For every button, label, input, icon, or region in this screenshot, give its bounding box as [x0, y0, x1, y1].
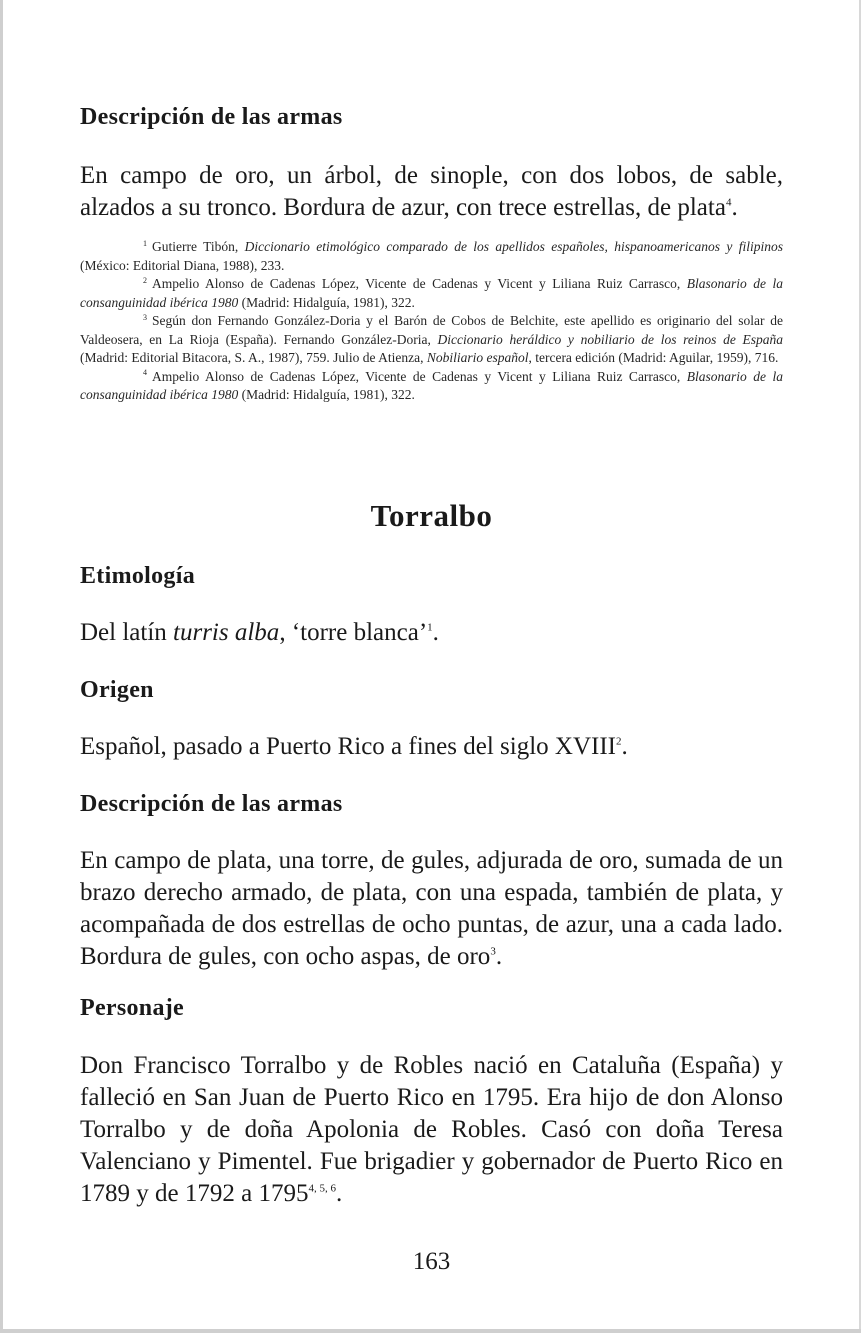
page-number: 163: [412, 1248, 451, 1275]
armas-prev-paragraph: En campo de oro, un árbol, de sinople, con dos lobos, de sable, alzados a su tronco. Bordura de azur, con trece estrellas, de plata$^4$.: [80, 162, 783, 221]
section-heading-origen: Origen: [80, 677, 154, 703]
origen-paragraph: Español, pasado a Puerto Rico a fines del siglo XVIII$^2$.: [80, 733, 628, 760]
etimologia-paragraph: Del latín turris alba, ‘torre blanca’$^1$.: [80, 619, 439, 646]
footnote-1: $^1$ Gutierre Tibón, Diccionario etimológico comparado de los apellidos españoles, hispanoamericanos y filipinos (México: Editorial Diana, 1988), 233.: [80, 238, 783, 273]
personaje-paragraph: Don Francisco Torralbo y de Robles nació en Cataluña (España) y falleció en San Juan de Puerto Rico en 1795. Era hijo de don Alonso Torralbo y de doña Apolonia de Robles. Casó con doña Teresa Valenciano y Pimentel. Fue brigadier y gobernador de Puerto Rico en 1789 y de 1792 a 1795$^{4, 5, 6}$.: [80, 1052, 783, 1207]
footnote-4: $^4$ Ampelio Alonso de Cadenas López, Vicente de Cadenas y Vicent y Liliana Ruiz Carrasco, Blasonario de la consanguinidad ibérica 1980 (Madrid: Hidalguía, 1981), 322.: [80, 368, 783, 402]
section-heading-armas-prev: Descripción de las armas: [80, 104, 343, 130]
footnote-3: $^3$ Según don Fernando González-Doria y el Barón de Cobos de Belchite, este apellido es originario del solar de Valdeosera, en La Rioja (España). Fernando González-Doria, Diccionario heráldico y nobiliario de los reinos de España (Madrid: Editorial Bitacora, S. A., 1987), 759. Julio de Atienza, Nobiliario español, tercera edición (Madrid: Aguilar, 1959), 716.: [80, 312, 783, 365]
footnote-2: $^2$ Ampelio Alonso de Cadenas López, Vicente de Cadenas y Vicent y Liliana Ruiz Carrasco, Blasonario de la consanguinidad ibérica 1980 (Madrid: Hidalguía, 1981), 322.: [80, 275, 783, 310]
armas-paragraph: En campo de plata, una torre, de gules, adjurada de oro, sumada de un brazo derecho armado, de plata, con una espada, también de plata, y acompañada de dos estrellas de ocho puntas, de azur, una a cada lado. Bordura de gules, con ocho aspas, de oro$^3$.: [80, 847, 783, 970]
section-heading-armas: Descripción de las armas: [80, 791, 343, 817]
page-left-edge: [0, 0, 3, 1333]
section-heading-personaje: Personaje: [80, 995, 184, 1021]
surname-title: Torralbo: [370, 498, 493, 533]
page-bottom-edge: [0, 1329, 861, 1333]
footnotes: [80, 238, 783, 405]
section-heading-etimologia: Etimología: [80, 563, 195, 589]
armas-prev-text: En campo de oro, un árbol, de sinople, con dos lobos, de sable, alzados a su tronco. Bordura de azur, con trece estrellas, de plata: [80, 162, 783, 221]
footnote-ref: 4: [725, 196, 732, 209]
